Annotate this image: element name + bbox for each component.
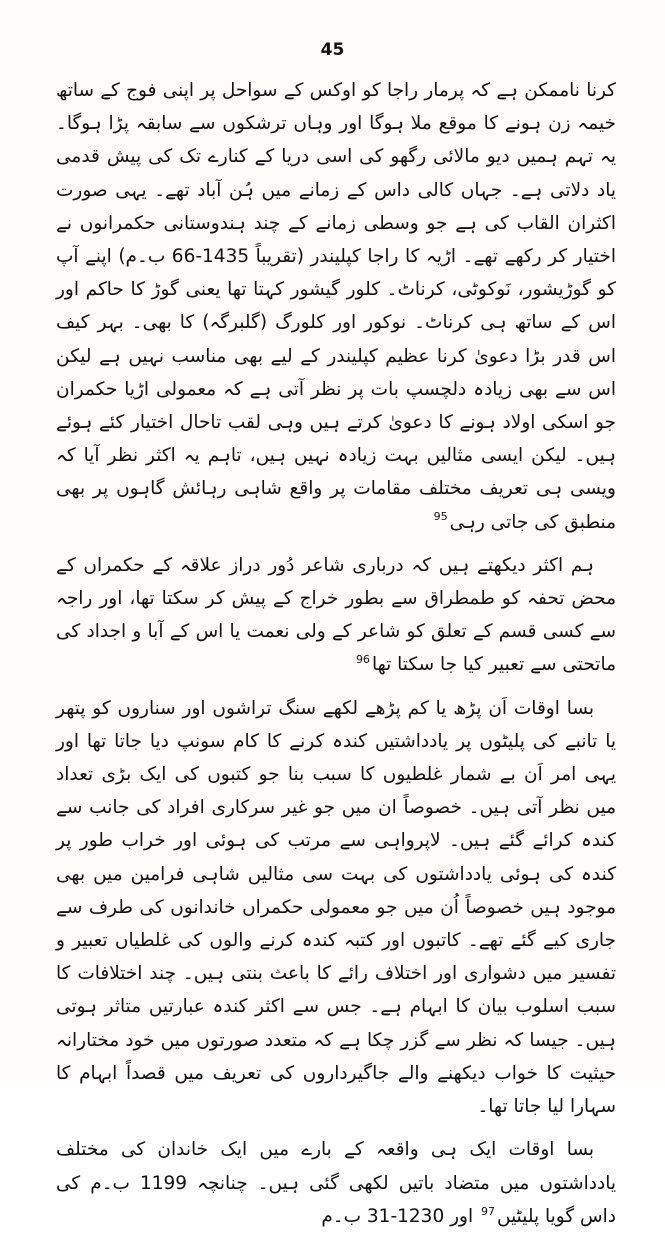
paragraph xyxy=(56,1133,616,1233)
paragraph xyxy=(56,692,616,1124)
paragraph-text: کرنا ناممکن ہے کہ پرمار راجا کو اوکس کے سواحل پر اپنی فوج کے ساتھ خیمہ زن ہونے کا موقع ملا ہوگا اور وہاں ترشکوں سے سابقہ پڑا ہوگا۔ یہ تہم ہمیں دیو مالائی رگھو کی اسی دریا کے کنارے تک کی پیش قدمی یاد دلاتی ہے۔ جہاں کالی داس کے زمانے میں ہُن آباد تھے۔ یہی صورت اکثران القاب کی ہے جو وسطی زمانے کے چند ہندوستانی حکمرانوں نے اختیار کر رکھے تھے۔ اڑیہ کا راجا کپلیندر (تقریباً 1435-66 ب۔م) اپنے آپ کو گوڑیشور، نَوکوٹی، کرناٹ۔ کلور گیشور کہتا تھا یعنی گوڑ کا حاکم اور اس کے ساتھ ہی کرناٹ۔ نوکور اور کلورگ (گلبرگہ) کا بھی۔ بہر کیف اس قدر بڑا دعویٰ کرنا عظیم کپلیندر کے لیے بھی مناسب نہیں ہے لیکن اس سے بھی زیادہ دلچسپ بات پر نظر آتی ہے کہ معمولی اڑیا حکمران جو اسکی اولاد ہونے کا دعویٰ کرتے ہیں وہی لقب تاحال اختیار کئے ہوئے ہیں۔ لیکن ایسی مثالیں بہت زیادہ نہیں ہیں، تاہم یہ اکثر نظر آیا کہ ویسی ہی تعریف مختلف مقامات پر واقع شاہی رہائش گاہوں پر بھی منطبق کی جاتی رہی xyxy=(56,80,616,533)
footnote-reference: 97 xyxy=(481,1204,496,1218)
paragraph-text: بسا اوقات ایک ہی واقعہ کے بارے میں ایک خاندان کی مختلف یادداشتوں میں متضاد باتیں لکھی گئی ہیں۔ چنانچہ 1199 ب۔م کی داس گویا پلیٹیں xyxy=(56,1139,616,1227)
body-text xyxy=(56,74,616,1233)
page-number: 45 xyxy=(320,40,345,60)
paragraph xyxy=(56,549,616,682)
paragraph-text: بسا اوقات اَن پڑھ یا کم پڑھے لکھے سنگ تراشوں اور سناروں کو پتھر یا تانبے کی پلیٹوں پر یادداشتیں کندہ کرنے کا کام سونپ دیا جاتا تھا اور یہی امر اَن بے شمار غلطیوں کا سبب بنا جو کتبوں کی ایک بڑی تعداد میں نظر آتی ہیں۔ خصوصاً ان میں جو غیر سرکاری افراد کی جانب سے کندہ کرائے گئے ہیں۔ لاپرواہی سے مرتب کی ہوئی اور خراب طور پر کندہ کی ہوئی یادداشتوں کی بہت سی مثالیں شاہی فرامین میں بھی موجود ہیں خصوصاً اُن میں جو معمولی حکمراں خاندانوں کی طرف سے جاری کیے گئے تھے۔ کاتبوں اور کتبہ کندہ کرنے والوں کی غلطیاں تعبیر و تفسیر میں دشواری اور اختلاف رائے کا باعث بنتی ہیں۔ چند اختلافات کا سبب اسلوب بیان کا ابہام ہے۔ جس سے اکثر کندہ عبارتیں متاثر ہوتی ہیں۔ جیسا کہ نظر سے گزر چکا ہے کہ متعدد صورتوں میں خود مختارانہ حیثیت کا خواب دیکھنے والے جاگیرداروں کی تعریف میں قصداً ابہام کا سہارا لیا جاتا تھا۔ xyxy=(56,697,616,1118)
paragraph-text: ہم اکثر دیکھتے ہیں کہ درباری شاعر دُور دراز علاقہ کے حکمراں کے محض تحفہ کو طمطراق سے بطور خراج کے پیش کر سکتا تھا، اور راجہ سے کسی قسم کے تعلق کو شاعر کے ولی نعمت یا اس کے آبا و اجداد کی ماتحتی سے تعبیر کیا جا سکتا تھا xyxy=(56,554,616,676)
footnote-reference: 95 xyxy=(433,510,448,524)
footnote-reference: 96 xyxy=(355,653,370,667)
paragraph-text-tail: اور 1230-31 ب۔م xyxy=(321,1205,474,1227)
paragraph xyxy=(56,74,616,539)
